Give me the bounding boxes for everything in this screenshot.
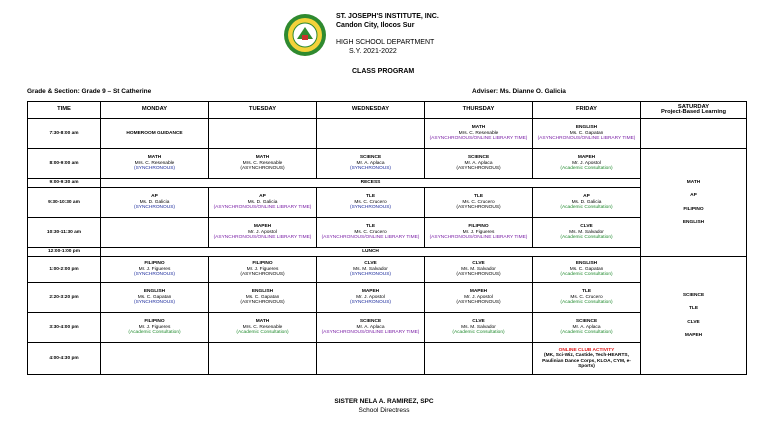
schedule-cell (425, 188, 533, 218)
teacher: Mr. J. Figueres (138, 266, 171, 272)
schedule-cell (317, 119, 425, 149)
schedule-cell (317, 218, 425, 248)
subject: ENGLISH (251, 289, 274, 295)
recess-cell: RECESS (101, 179, 641, 188)
schedule-cell (209, 343, 317, 375)
mode: (SYNCHRONOUS) (349, 272, 392, 278)
school-name: ST. JOSEPH'S INSTITUTE, INC. (336, 13, 439, 20)
saturday-subject: AP (690, 193, 697, 199)
saturday-subject: FILIPINO (683, 206, 704, 212)
mode: (ASYNCHRONOUS/ONLINE LIBRARY TIME) (429, 136, 528, 142)
teacher: Ms. M. Salvador (461, 324, 496, 330)
mode: (Academic Consultation) (560, 272, 613, 278)
schedule-cell (317, 257, 425, 283)
mode: (ASYNCHRONOUS) (240, 300, 285, 306)
time-cell: 9:00-9:30 am (28, 179, 101, 188)
schedule-cell (101, 119, 209, 149)
department: HIGH SCHOOL DEPARTMENT (336, 39, 435, 46)
table-row (28, 179, 747, 188)
lunch-cell: LUNCH (101, 248, 641, 257)
mode: (Academic Consultation) (560, 166, 613, 172)
mode: (SYNCHRONOUS) (349, 205, 392, 211)
schedule-cell (101, 188, 209, 218)
teacher: Mrs. C. Resenable (242, 160, 283, 166)
mode: (SYNCHRONOUS) (133, 166, 176, 172)
mode: (ASYNCHRONOUS) (240, 272, 285, 278)
mode: (Academic Consultation) (236, 330, 289, 336)
school-year: S.Y. 2021-2022 (349, 48, 397, 55)
subject: ENGLISH (575, 125, 598, 131)
saturday-am-cell (641, 149, 747, 257)
schedule-cell (209, 188, 317, 218)
teacher: Mr. J. Figueres (462, 229, 495, 235)
subject: MAPEH (253, 224, 272, 230)
subject: AP (259, 194, 266, 200)
table-row (28, 188, 747, 218)
time-cell: 12:00-1:00 pm (28, 248, 101, 257)
teacher: Mr. A. Aplaca (356, 324, 385, 330)
mode: (ASYNCHRONOUS/ONLINE LIBRARY TIME) (213, 205, 312, 211)
school-location: Candon City, Ilocos Sur (336, 22, 415, 29)
saturday-subject: MATH (686, 179, 701, 185)
mode: (ASYNCHRONOUS) (240, 166, 285, 172)
schedule-cell (209, 257, 317, 283)
school-logo (283, 13, 327, 57)
subject: TLE (473, 194, 484, 200)
schedule-cell (533, 313, 641, 343)
schedule-cell (101, 257, 209, 283)
mode: (ASYNCHRONOUS/ONLINE LIBRARY TIME) (321, 235, 420, 241)
col-time: TIME (28, 102, 101, 119)
teacher: Ms. D. Galicia (571, 199, 602, 205)
subject: TLE (365, 224, 376, 230)
saturday-label: SATURDAY (677, 103, 710, 110)
teacher: Mr. A. Aplaca (464, 160, 493, 166)
teacher: Ms. M. Salvador (353, 266, 388, 272)
schedule-cell (641, 119, 747, 149)
saturday-subject: MAPEH (684, 332, 703, 338)
table-row (28, 283, 747, 313)
mode: (Academic Consultation) (128, 330, 181, 336)
subject: FILIPINO (144, 261, 165, 267)
subject: ENGLISH (575, 261, 598, 267)
signatory-title: School Directress (358, 407, 410, 414)
subject: MATH (255, 155, 270, 161)
schedule-cell (533, 149, 641, 179)
table-row (28, 248, 747, 257)
time-cell: 9:30-10:30 am (28, 188, 101, 218)
subject: CLVE (580, 224, 593, 230)
schedule-cell (317, 188, 425, 218)
subject: CLVE (472, 319, 485, 325)
schedule-cell (425, 283, 533, 313)
time-cell: 7:30-8:00 am (28, 119, 101, 149)
teacher: Mr. A. Aplaca (356, 160, 385, 166)
schedule-cell (425, 313, 533, 343)
schedule-cell (425, 257, 533, 283)
table-row (28, 343, 747, 375)
mode: (Academic Consultation) (560, 235, 613, 241)
schedule-cell (533, 257, 641, 283)
teacher: Mrs. C. Resenable (134, 160, 175, 166)
schedule-cell (101, 343, 209, 375)
teacher: Mr. J. Apostol (248, 229, 277, 235)
teacher: Ms. C. Crucero (462, 199, 495, 205)
teacher: Mrs. C. Resenable (458, 130, 499, 136)
schedule-cell (425, 149, 533, 179)
mode: (ASYNCHRONOUS/ONLINE LIBRARY TIME) (213, 235, 312, 241)
schedule-cell (209, 218, 317, 248)
col-thursday: THURSDAY (425, 102, 533, 119)
subject: FILIPINO (468, 224, 489, 230)
subject: MATH (471, 125, 486, 131)
saturday-sublabel: Project-Based Learning (660, 109, 727, 115)
table-row (28, 257, 747, 283)
teacher: Ms. C. Crucero (570, 294, 603, 300)
schedule-cell (209, 149, 317, 179)
mode: (Academic Consultation) (560, 330, 613, 336)
teacher: Mr. J. Figueres (246, 266, 279, 272)
mode: (ASYNCHRONOUS/ONLINE LIBRARY TIME) (321, 330, 420, 336)
mode: (SYNCHRONOUS) (349, 300, 392, 306)
col-saturday (641, 102, 747, 119)
schedule-cell (317, 149, 425, 179)
subject: MATH (255, 319, 270, 325)
time-cell: 2:20-3:20 pm (28, 283, 101, 313)
saturday-subject: ENGLISH (682, 219, 705, 225)
schedule-cell (533, 119, 641, 149)
mode: (ASYNCHRONOUS) (456, 272, 501, 278)
schedule-cell (101, 149, 209, 179)
mode: (ASYNCHRONOUS) (456, 205, 501, 211)
adviser: Adviser: Ms. Dianne O. Galicia (472, 88, 566, 95)
mode: (SYNCHRONOUS) (133, 300, 176, 306)
subject: ENGLISH (143, 289, 166, 295)
subject: SCIENCE (467, 155, 490, 161)
subject: TLE (581, 289, 592, 295)
mode: (Academic Consultation) (560, 205, 613, 211)
grade-section: Grade & Section: Grade 9 – St Catherine (27, 88, 152, 95)
subject: MAPEH (361, 289, 380, 295)
schedule-cell (533, 188, 641, 218)
teacher: Ms. D. Galicia (139, 199, 170, 205)
mode: (ASYNCHRONOUS) (456, 300, 501, 306)
schedule-cell (209, 283, 317, 313)
subject: MAPEH (469, 289, 488, 295)
teacher: Ms. D. Galicia (247, 199, 278, 205)
col-friday: FRIDAY (533, 102, 641, 119)
time-cell: 8:00-9:00 am (28, 149, 101, 179)
col-monday: MONDAY (101, 102, 209, 119)
schedule-cell (533, 343, 641, 375)
club-activity-title: ONLINE CLUB ACTIVITY (558, 347, 615, 353)
mode: (ASYNCHRONOUS/ONLINE LIBRARY TIME) (537, 136, 636, 142)
document-title: CLASS PROGRAM (352, 68, 415, 75)
teacher: Ms. C. Crucero (354, 199, 387, 205)
teacher: Mr. J. Figueres (138, 324, 171, 330)
subject: CLVE (364, 261, 377, 267)
col-wednesday: WEDNESDAY (317, 102, 425, 119)
schedule-cell (425, 218, 533, 248)
time-cell: 10:30-11:30 am (28, 218, 101, 248)
subject: MATH (147, 155, 162, 161)
table-row (28, 119, 747, 149)
table-row (28, 218, 747, 248)
club-activity-detail: (MK, Sci-Wiz, Castide, Tech-HEARTS, Paulinian Dance Corps, KLOA, CYM, e-Sports) (542, 353, 631, 369)
subject: SCIENCE (359, 155, 382, 161)
subject: HOMEROOM GUIDANCE (126, 130, 183, 136)
mode: (Academic Consultation) (560, 300, 613, 306)
schedule-cell (425, 343, 533, 375)
subject: FILIPINO (144, 319, 165, 325)
teacher: Mr. J. Apostol (356, 294, 385, 300)
subject: TLE (365, 194, 376, 200)
subject: AP (583, 194, 590, 200)
subject: SCIENCE (575, 319, 598, 325)
table-row (28, 313, 747, 343)
schedule-cell (101, 218, 209, 248)
schedule-cell (533, 218, 641, 248)
signatory-name: SISTER NELA A. RAMIREZ, SPC (334, 398, 434, 405)
subject: AP (151, 194, 158, 200)
schedule-cell (425, 119, 533, 149)
teacher: Ms. M. Salvador (569, 229, 604, 235)
schedule-cell (209, 119, 317, 149)
header-row (28, 102, 747, 119)
teacher: Mrs. C. Resenable (242, 324, 283, 330)
time-cell: 1:00-2:00 pm (28, 257, 101, 283)
saturday-subject: CLVE (687, 319, 700, 325)
teacher: Ms. C. Gapatan (245, 294, 280, 300)
mode: (ASYNCHRONOUS) (456, 166, 501, 172)
teacher: Ms. C. Gapatan (569, 130, 604, 136)
mode: (SYNCHRONOUS) (133, 205, 176, 211)
col-tuesday: TUESDAY (209, 102, 317, 119)
teacher: Ms. C. Crucero (354, 229, 387, 235)
teacher: Mr. J. Apostol (464, 294, 493, 300)
subject: MAPEH (577, 155, 596, 161)
saturday-subject: SCIENCE (682, 292, 705, 298)
teacher: Ms. M. Salvador (461, 266, 496, 272)
schedule-cell (101, 283, 209, 313)
schedule-cell (101, 313, 209, 343)
mode: (Academic Consultation) (452, 330, 505, 336)
subject: CLVE (472, 261, 485, 267)
subject: SCIENCE (359, 319, 382, 325)
teacher: Ms. C. Gapatan (569, 266, 604, 272)
saturday-pm-cell (641, 257, 747, 375)
schedule-cell (317, 343, 425, 375)
time-cell: 3:30-4:00 pm (28, 313, 101, 343)
schedule-cell (209, 313, 317, 343)
schedule-cell (533, 283, 641, 313)
table-row (28, 149, 747, 179)
mode: (ASYNCHRONOUS/ONLINE LIBRARY TIME) (429, 235, 528, 241)
subject: FILIPINO (252, 261, 273, 267)
mode: (SYNCHRONOUS) (133, 272, 176, 278)
saturday-subject: TLE (688, 306, 699, 312)
teacher: Ms. C. Gapatan (137, 294, 172, 300)
time-cell: 4:00-4:30 pm (28, 343, 101, 375)
mode: (SYNCHRONOUS) (349, 166, 392, 172)
teacher: Mr. A. Aplaca (572, 324, 601, 330)
teacher: Mr. J. Apostol (572, 160, 601, 166)
schedule-cell (317, 283, 425, 313)
schedule-cell (317, 313, 425, 343)
class-schedule-table (27, 101, 747, 375)
